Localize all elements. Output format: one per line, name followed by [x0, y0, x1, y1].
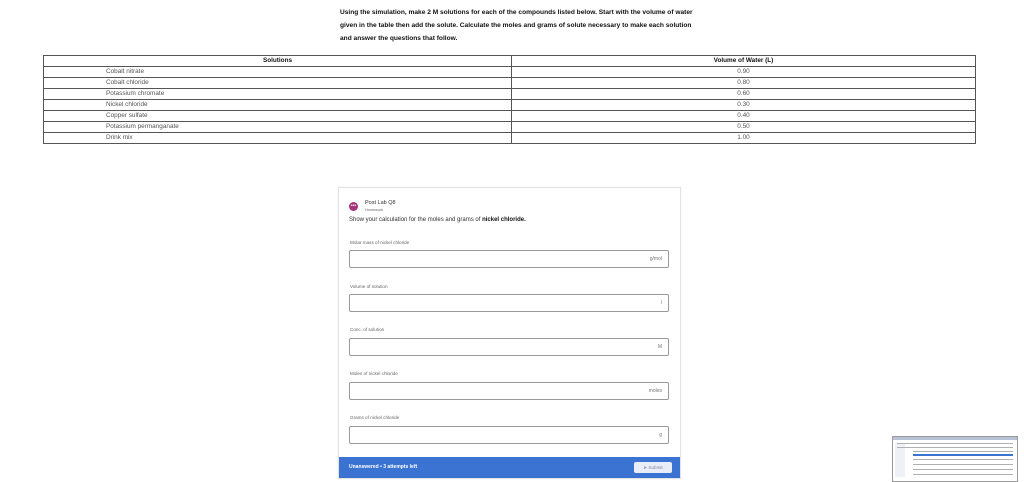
more-icon[interactable]: ••• — [350, 203, 357, 209]
table-row — [44, 89, 976, 100]
thumbnail-highlight — [913, 454, 1013, 456]
thumbnail-line — [913, 451, 1013, 452]
unit-label: l — [660, 300, 662, 306]
table-header-row — [44, 56, 976, 67]
header-solutions: Solutions — [44, 56, 512, 67]
question-prefix: Show your calculation for the moles and grams of — [349, 217, 483, 223]
volume-value: 0.50 — [512, 122, 976, 133]
volume-input[interactable] — [349, 294, 669, 312]
page-thumbnail[interactable] — [892, 436, 1018, 482]
thumbnail-line — [913, 474, 1013, 475]
table-row — [44, 111, 976, 122]
volume-value: 0.80 — [512, 78, 976, 89]
solution-name: Potassium permanganate — [44, 122, 512, 133]
table-row — [44, 133, 976, 144]
send-icon: ➤ — [643, 465, 648, 470]
card-footer — [339, 457, 680, 478]
attempts-status: Unanswered • 3 attempts left — [349, 464, 418, 470]
volume-value: 0.30 — [512, 100, 976, 111]
unit-label: g/mol — [649, 256, 662, 262]
thumbnail-line — [913, 459, 1013, 460]
concentration-input[interactable] — [349, 338, 669, 356]
question-text — [349, 217, 526, 223]
submit-label: Submit — [648, 465, 663, 470]
instructions-text: Using the simulation, make 2 M solutions for each of the compounds listed below. Start with the volume of water given in the table then add the solute. Calculate the moles and grams of solute necessary to make each solution and answer the questions that follow. — [340, 9, 693, 42]
solution-name: Copper sulfate — [44, 111, 512, 122]
volume-value: 1.00 — [512, 133, 976, 144]
card-title: Post Lab Q8 — [365, 200, 396, 206]
card-subtitle: Homework — [365, 208, 384, 212]
molar-mass-input[interactable] — [349, 250, 669, 268]
submit-button[interactable] — [634, 462, 672, 473]
field-label-grams: Grams of nickel chloride — [350, 415, 400, 420]
solutions-table — [43, 55, 976, 144]
thumbnail-line — [897, 447, 1013, 448]
table-row — [44, 78, 976, 89]
question-card — [338, 187, 681, 479]
thumbnail-line — [913, 469, 1013, 470]
solution-name: Drink mix — [44, 133, 512, 144]
field-label-moles: Moles of nickel chloride — [350, 371, 398, 376]
volume-value: 0.40 — [512, 111, 976, 122]
moles-input[interactable] — [349, 382, 669, 400]
volume-value: 0.60 — [512, 89, 976, 100]
volume-value: 0.90 — [512, 67, 976, 78]
solution-name: Cobalt chloride — [44, 78, 512, 89]
grams-input[interactable] — [349, 426, 669, 444]
field-label-concentration: Conc. of solution — [350, 327, 385, 332]
unit-label: g — [659, 432, 662, 438]
table-row — [44, 67, 976, 78]
thumbnail-line — [897, 443, 1013, 444]
field-label-molar-mass: Molar mass of nickel chloride — [350, 240, 410, 245]
table-row — [44, 122, 976, 133]
question-compound: nickel chloride. — [482, 217, 526, 223]
unit-label: M — [657, 344, 662, 350]
solution-name: Potassium chromate — [44, 89, 512, 100]
thumbnail-line — [913, 464, 1013, 465]
solution-name: Cobalt nitrate — [44, 67, 512, 78]
table-row — [44, 100, 976, 111]
unit-label: moles — [648, 388, 662, 394]
header-volume: Volume of Water (L) — [512, 56, 976, 67]
thumbnail-toolbar — [893, 437, 1017, 440]
field-label-volume: Volume of solution — [350, 284, 388, 289]
thumbnail-sidebar — [895, 443, 905, 477]
solution-name: Nickel chloride — [44, 100, 512, 111]
